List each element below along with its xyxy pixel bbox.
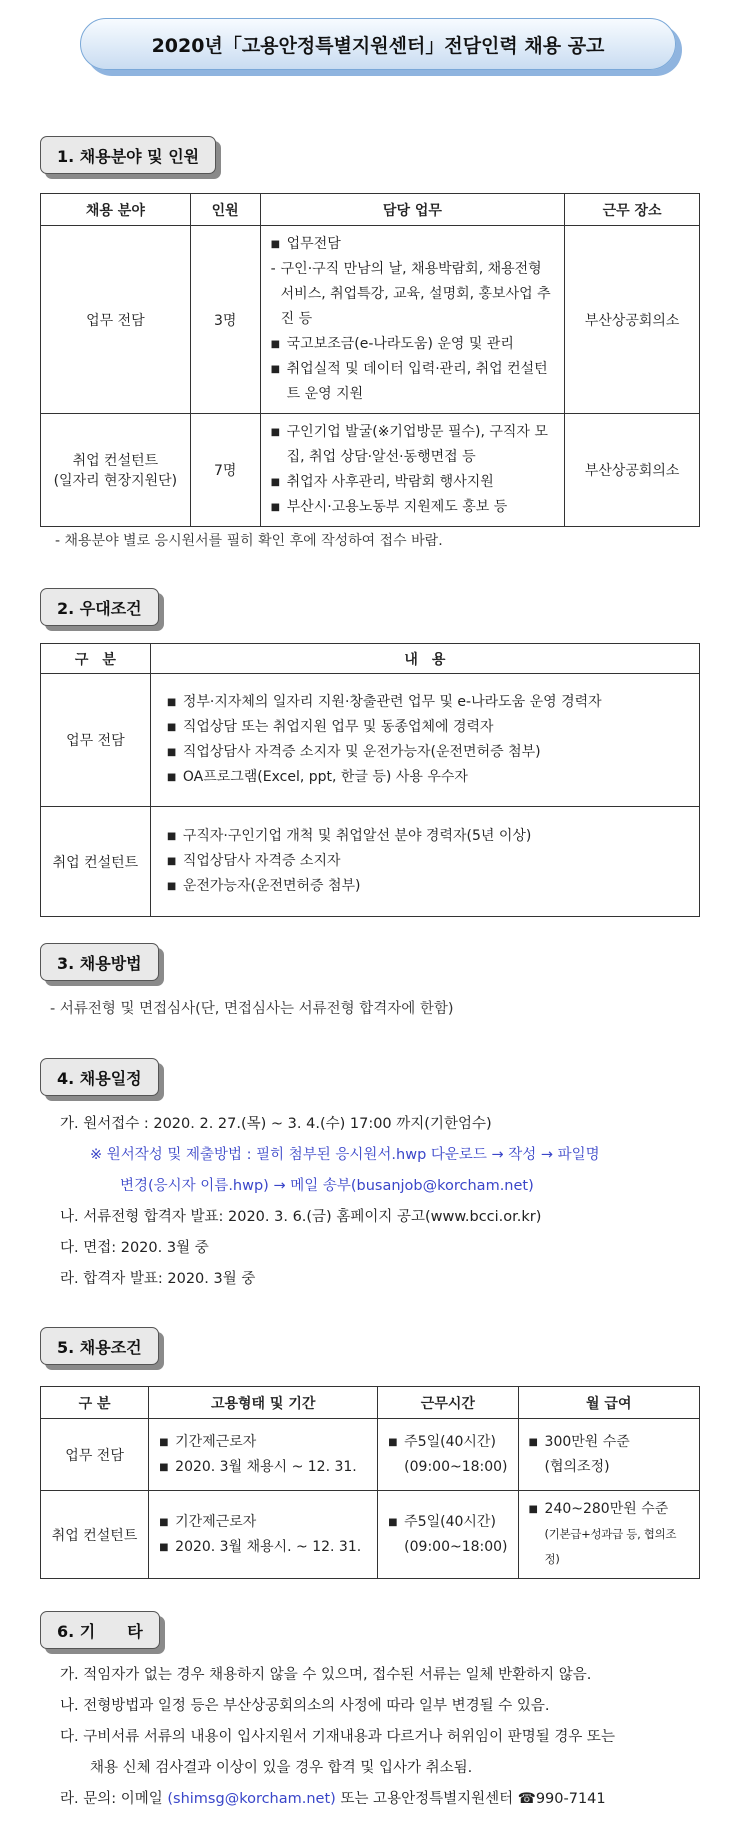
list-item: ■ 직업상담 또는 취업지원 업무 및 동종업체에 경력자 [167,715,689,740]
list-item: - 구인·구직 만남의 날, 채용박람회, 채용전형서비스, 취업특강, 교육, 설명회, 홍보사업 추진 등 [271,257,555,332]
list-item: ■ 300만원 수준 [529,1430,689,1455]
list-item: ■ 2020. 3월 채용시 ~ 12. 31. [159,1455,367,1480]
cond-row2-hours [378,1491,518,1579]
contact-label: 라. 문의: 이메일 [60,1791,163,1807]
th-content: 내 용 [150,644,699,674]
etc-item-d [60,1784,720,1815]
row1-place: 부산상공회의소 [565,226,700,414]
list-item: ■ 정부·지자체의 일자리 지원·창출관련 업무 및 e-나라도움 운영 경력자 [167,690,689,715]
schedule-item-b: 나. 서류전형 합격자 발표: 2020. 3. 6.(금) 홈페이지 공고(www.bcci.or.kr) [60,1209,542,1225]
list-item: ■ 구인기업 발굴(※기업방문 필수), 구직자 모집, 취업 상담·알선·동행면접 등 [271,420,555,470]
th-pay: 월 급여 [518,1387,699,1419]
section-4-heading: 4. 채용일정 [40,1058,159,1096]
schedule-item-d: 라. 합격자 발표: 2020. 3월 중 [60,1271,256,1287]
method-text: - 서류전형 및 면접심사(단, 면접심사는 서류전형 합격자에 한함) [50,1001,454,1017]
phone-icon: ☎ [517,1791,536,1807]
row1-count: 3명 [190,226,260,414]
schedule-note-1: ※ 원서작성 및 제출방법 : 필히 첨부된 응시원서.hwp 다운로드 → 작성 → 파일명 [90,1147,600,1163]
list-item: (기본급+성과급 등, 협의조정) [544,1527,677,1566]
contact-phone: 990-7141 [535,1791,606,1807]
cond-row1-employment [149,1419,378,1491]
row2-field-name: 취업 컨설턴트 [72,453,159,469]
th-employment: 고용형태 및 기간 [149,1387,378,1419]
contact-center: 또는 고용안정특별지원센터 [340,1791,514,1807]
list-item: (09:00~18:00) [404,1538,508,1555]
th-type: 구 분 [41,1387,149,1419]
pref-row1-type: 업무 전담 [41,674,151,807]
cond-row1-type: 업무 전담 [41,1419,149,1491]
pref-row2-items [150,807,699,917]
th-hours: 근무시간 [378,1387,518,1419]
recruit-note: - 채용분야 별로 응시원서를 필히 확인 후에 작성하여 접수 바람. [55,533,443,549]
list-item: (09:00~18:00) [404,1458,508,1475]
conditions-table [40,1386,700,1579]
schedule-note-2: 변경(응시자 이름.hwp) → 메일 송부(busanjob@korcham.net) [120,1178,534,1194]
etc-item-c-cont: 채용 신체 검사결과 이상이 있을 경우 합격 및 입사가 취소됨. [90,1760,473,1776]
etc-item-b: 나. 전형방법과 일정 등은 부산상공회의소의 사정에 따라 일부 변경될 수 있음. [60,1698,550,1714]
list-item: ■ 기간제근로자 [159,1430,367,1455]
cond-row2-pay [518,1491,699,1579]
th-count: 인원 [190,194,260,226]
row1-duties [260,226,565,414]
preference-table [40,643,700,917]
etc-list [60,1660,720,1815]
list-item: ■ 취업자 사후관리, 박람회 행사지원 [271,470,555,495]
list-item: ■ 직업상담사 자격증 소지자 및 운전가능자(운전면허증 첨부) [167,740,689,765]
th-type: 구 분 [41,644,151,674]
cond-row2-employment [149,1491,378,1579]
row1-field: 업무 전담 [41,226,191,414]
cond-row1-hours [378,1419,518,1491]
cond-row1-pay [518,1419,699,1491]
etc-item-a: 가. 적임자가 없는 경우 채용하지 않을 수 있으며, 접수된 서류는 일체 반환하지 않음. [60,1667,592,1683]
schedule-list [60,1109,600,1295]
row2-field [41,414,191,527]
list-item: ■ OA프로그램(Excel, ppt, 한글 등) 사용 우수자 [167,765,689,790]
section-3-heading: 3. 채용방법 [40,943,159,981]
contact-email-link[interactable]: (shimsg@korcham.net) [167,1791,336,1807]
row2-duties [260,414,565,527]
list-item: ■ 구직자·구인기업 개척 및 취업알선 분야 경력자(5년 이상) [167,824,689,849]
page-title: 2020년「고용안정특별지원센터」전담인력 채용 공고 [80,18,676,70]
section-5-heading: 5. 채용조건 [40,1327,159,1365]
pref-row2-type: 취업 컨설턴트 [41,807,151,917]
list-item: ■ 운전가능자(운전면허증 첨부) [167,874,689,899]
list-item: ■ 부산시·고용노동부 지원제도 홍보 등 [271,495,555,520]
row2-field-sub: (일자리 현장지원단) [53,473,178,489]
list-item: ■ 국고보조금(e-나라도움) 운영 및 관리 [271,332,555,357]
th-place: 근무 장소 [565,194,700,226]
list-item: ■ 2020. 3월 채용시. ~ 12. 31. [159,1535,367,1560]
section-6-heading: 6. 기 타 [40,1611,160,1649]
row2-place: 부산상공회의소 [565,414,700,527]
list-item: ■ 업무전담 [271,232,555,257]
cond-row2-type: 취업 컨설턴트 [41,1491,149,1579]
list-item: ■ 주5일(40시간) [388,1510,507,1535]
section-2-heading: 2. 우대조건 [40,588,159,626]
list-item: ■ 직업상담사 자격증 소지자 [167,849,689,874]
th-duties: 담당 업무 [260,194,565,226]
schedule-item-a: 가. 원서접수 : 2020. 2. 27.(목) ~ 3. 4.(수) 17:00 까지(기한엄수) [60,1116,492,1132]
list-item: ■ 주5일(40시간) [388,1430,507,1455]
th-field: 채용 분야 [41,194,191,226]
list-item: (협의조정) [544,1458,610,1475]
list-item: ■ 기간제근로자 [159,1510,367,1535]
recruit-table [40,193,700,527]
row2-count: 7명 [190,414,260,527]
etc-item-c: 다. 구비서류 서류의 내용이 입사지원서 기재내용과 다르거나 허위임이 판명될 경우 또는 [60,1729,615,1745]
list-item: ■ 취업실적 및 데이터 입력·관리, 취업 컨설턴트 운영 지원 [271,357,555,407]
list-item: ■ 240~280만원 수준 [529,1497,689,1522]
pref-row1-items [150,674,699,807]
schedule-item-c: 다. 면접: 2020. 3월 중 [60,1240,209,1256]
section-1-heading: 1. 채용분야 및 인원 [40,136,216,174]
